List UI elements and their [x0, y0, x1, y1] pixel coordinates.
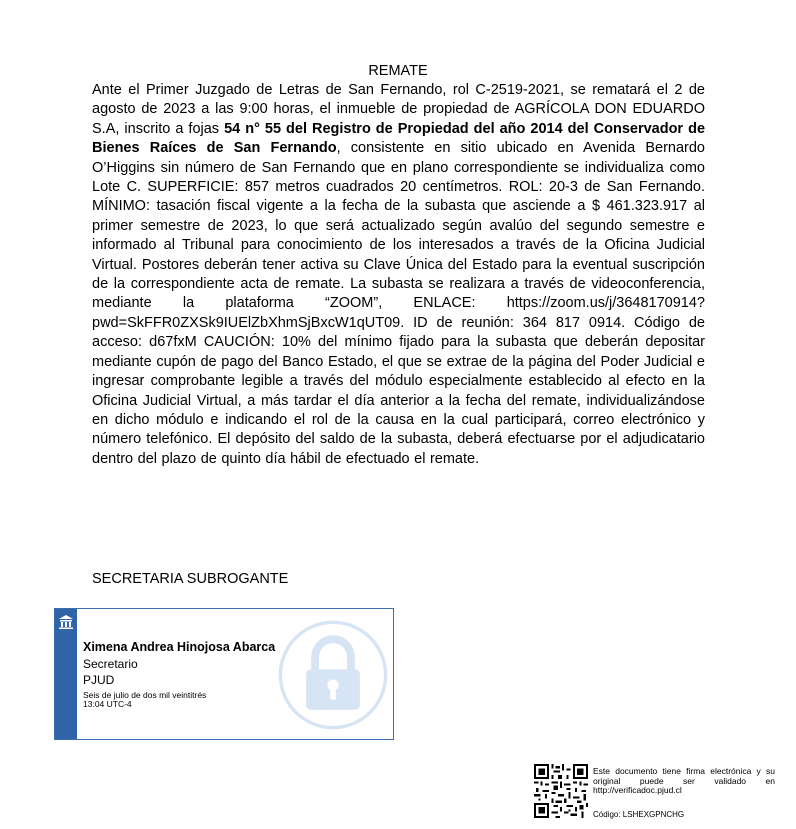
signer-role: SECRETARIA SUBROGANTE — [92, 571, 289, 587]
signature-time: 13:04 UTC-4 — [83, 699, 132, 709]
body-text-bold: 54 n° 55 del Registro de Propiedad del año 2014 del Conservador de Bienes Raíces de San Fernando — [92, 120, 706, 157]
body-text-part2: , consistente en sitio ubicado en Avenida Bernardo O’Higgins sin número de San Fernando que en plano correspondiente se individualiza como Lote C. SUPERFICIE: 857 metros cuadrados 20 centímetros. ROL: 20-3 de San Fernando. MÍNIMO: tasación fiscal vigente a la fecha de la subasta que asciende a $ 461.323.917 al primer semestre de 2023, lo que será actualizado según avalúo del segundo semestre e informado al Tribunal para conocimiento de los interesados a través de la Oficina Judicial Virtual. Postores deberán tener activa su Clave Única del Estado para la eventual suscripción de la correspondiente acta de remate. La subasta se realizara a través de videoconferencia, mediante la plataforma “ZOOM”, ENLACE: https://zoom.us/j/3648170914?pwd=SkFFR0ZXSk9IUElZbXhmSjBxcW1qUT09. ID de reunión: 364 817 0914. Código de acceso: d67fxM CAUCIÓN: 10% del mínimo fijado para la subasta que deberán depositar mediante cupón de pago del Banco Estado, el que se extrae de la página del Poder Judicial e ingresar comprobante legible a través del módulo especialmente establecido al efecto en la Oficina Judicial Virtual, a más tardar el día anterior a la fecha del remate, individualizándose en dicho módulo e indicando el rol de la causa en la cual participará, correo electrónico y número telefónico. El depósito del saldo de la subasta, deberá efectuarse por el adjudicatario dentro del plazo de quinto día hábil de efectuado el remate. — [92, 140, 705, 467]
signature-side-bar — [55, 609, 77, 739]
signature-date: Seis de julio de dos mil veintitrés — [83, 690, 207, 700]
lock-icon — [277, 619, 389, 731]
signer-institution: PJUD — [83, 673, 115, 687]
verification-code: Código: LSHEXGPNCHG — [593, 810, 685, 819]
signer-name: Ximena Andrea Hinojosa Abarca — [83, 640, 276, 654]
verification-text: Este documento tiene firma electrónica y su original puede ser validado en http://verificadoc.pjud.cl — [593, 766, 775, 795]
courthouse-icon — [58, 614, 74, 630]
document-title: REMATE — [368, 63, 428, 79]
document-body — [92, 81, 705, 469]
electronic-signature-box — [54, 608, 394, 740]
verification-block — [534, 764, 784, 824]
signer-position: Secretario — [83, 657, 138, 671]
body-text-part1: Ante el Primer Juzgado de Letras de San Fernando, rol C-2519-2021, se rematará el 2 de agosto de 2023 a las 9:00 horas, el inmueble de propiedad de AGRÍCOLA DON EDUARDO S.A, inscrito a fojas — [92, 82, 705, 137]
qr-code — [534, 764, 588, 818]
